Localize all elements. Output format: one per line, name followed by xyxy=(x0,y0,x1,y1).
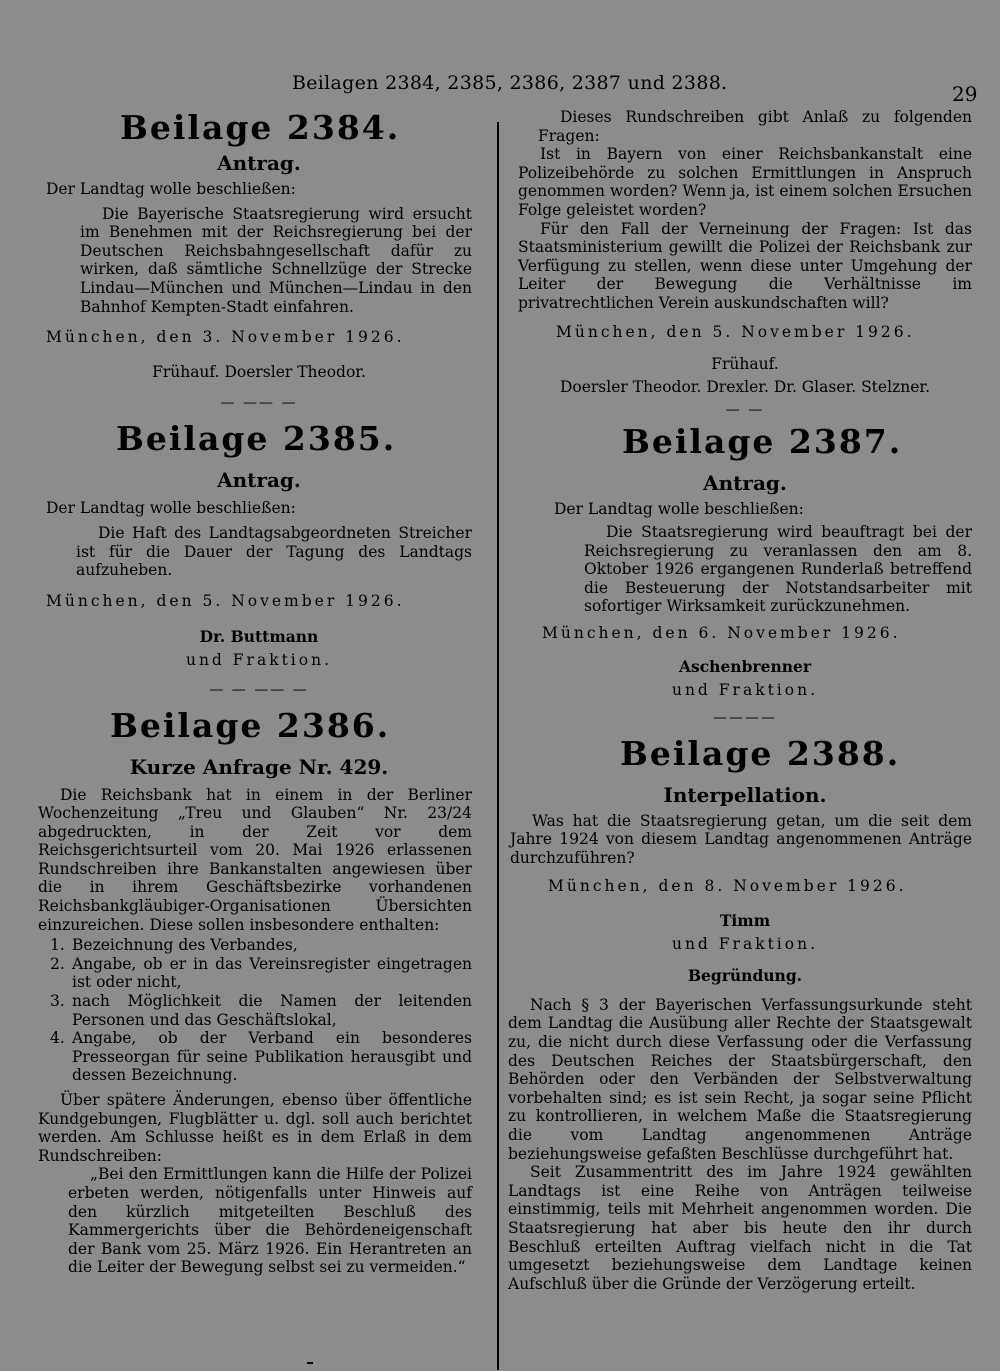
left-column xyxy=(38,108,472,1277)
list-item: 3. nach Möglichkeit die Namen der leitenden Personen und das Geschäftslokal, xyxy=(50,992,472,1029)
reason-title: Begründung. xyxy=(687,966,803,986)
section-subtitle: Interpellation. xyxy=(663,782,827,807)
separator: — —— — xyxy=(220,395,298,412)
date-line: München, den 5. November 1926. xyxy=(556,322,915,341)
section-subtitle: Antrag. xyxy=(217,151,301,175)
section-beilage-2384 xyxy=(46,108,472,411)
paragraph: Seit Zusammentritt des im Jahre 1924 gewählten Landtags ist eine Reihe von Anträgen teilweise einstimmig, teils mit Mehrheit angenommen worden. Die Staatsregierung hat aber bis heute den ihr durch Beschluß erteilten Auftrag vielfach nicht in die Tat umgesetzt beziehungsweise dem Landtage keinen Aufschluß über die Gründe der Verzögerung erteilt. xyxy=(508,1163,972,1293)
quote: „Bei den Ermittlungen kann die Hilfe der Polizei erbeten werden, nötigenfalls unter Hinweis auf den kürzlich mitgeteilten Beschluß des Kammergerichts über die Behördeneigenschaft der Bank vom 25. März 1926. Ein Herantreten an die Leiter der Bewegung selbst sei zu vermeiden.“ xyxy=(68,1165,472,1277)
page-header xyxy=(0,72,1000,106)
date-line: München, den 5. November 1926. xyxy=(46,591,405,610)
section-title: Beilage 2384. xyxy=(120,108,401,147)
signer: Aschenbrenner xyxy=(678,657,812,677)
page-foot-mark xyxy=(307,1362,313,1364)
section-beilage-2386-continued xyxy=(518,108,972,418)
fraction-line: und Fraktion. xyxy=(671,681,819,700)
separator: — — xyxy=(725,402,765,419)
motion-body: Die Staatsregierung wird beauftragt bei der Reichsregierung zu veranlassen den am 8. Oktober 1926 ergangenen Runderlaß betreffend die Besteuerung der Notstandsarbeiter mit sofortiger Wirksamkeit zurückzunehmen. xyxy=(584,522,972,616)
paragraph: Nach § 3 der Bayerischen Verfassungsurkunde steht dem Landtag die Ausübung aller Rechte der Staatsgewalt zu, die nicht durch diese Verfassung oder die Verfassung des Deutschen Reiches der Staatsbürgerschaft, den Behörden oder den Verbänden der Selbstverwaltung vorbehalten sind; es ist sein Recht, ja sogar seine Pflicht zu kontrollieren, in welchem Maße die Staatsregierung die vom Landtag angenommenen Anträge beziehungsweise gefaßten Beschlüsse durchgeführt hat. xyxy=(508,995,972,1163)
intro-text: Der Landtag wolle beschließen: xyxy=(46,499,296,518)
list-item: 1. Bezeichnung des Verbandes, xyxy=(50,936,298,955)
paragraph: Für den Fall der Verneinung der Fragen: Ist das Staatsministerium gewillt die Polizei der Reichsbank zur Verfügung zu stellen, wenn diese unter Umgehung der Leiter der Bewegung die Verhältnisse im privatrechtlichen Verein auskundschaften will? xyxy=(518,219,972,312)
date-line: München, den 6. November 1926. xyxy=(542,623,901,642)
section-subtitle: Kurze Anfrage Nr. 429. xyxy=(129,754,389,779)
motion-body: Die Bayerische Staatsregierung wird ersucht im Benehmen mit der Reichsregierung bei der Deutschen Reichsbahngesellschaft dafür zu wirken, daß sämtliche Schnellzüge der Strecke Lindau—München und München—Lindau in den Bahnhof Kempten-Stadt einfahren. xyxy=(80,204,472,316)
paragraph: Dieses Rundschreiben gibt Anlaß zu folgenden Fragen: xyxy=(538,108,972,145)
column-divider xyxy=(497,122,499,1370)
list-item: 4. Angabe, ob der Verband ein besonderes Presseorgan für seine Publikation herausgibt und dessen Bezeichnung. xyxy=(50,1029,472,1085)
intro-text: Der Landtag wolle beschließen: xyxy=(46,180,296,198)
motion-body: Die Haft des Landtagsabgeordneten Streicher ist für die Dauer der Tagung des Landtags aufzuheben. xyxy=(76,523,472,580)
paragraph: Ist in Bayern von einer Reichsbankanstalt eine Polizeibehörde zu solchen Ermittlungen in Anspruch genommen worden? Wenn ja, ist einem solchen Ersuchen Folge geleistet worden? xyxy=(518,145,972,219)
criteria-list xyxy=(46,936,472,1085)
intro-text: Der Landtag wolle beschließen: xyxy=(554,500,804,519)
date-line: München, den 3. November 1926. xyxy=(46,328,405,347)
signers: Doersler Theodor. Drexler. Dr. Glaser. Stelzner. xyxy=(559,377,931,396)
paragraph: Die Reichsbank hat in einem in der Berliner Wochenzeitung „Treu und Glauben“ Nr. 23/24 abgedruckten, in der Zeit vor dem Reichsgerichtsurteil vom 20. Mai 1926 erlassenen Rundschreiben ihre Bankanstalten angewiesen über die in ihrem Geschäftsbezirke vorhandenen Reichsbankgläubiger-Organisationen Übersichten einzureichen. Diese sollen insbesondere enthalten: xyxy=(38,785,472,934)
section-beilage-2386 xyxy=(38,705,472,1277)
date-line: München, den 8. November 1926. xyxy=(548,877,907,896)
section-subtitle: Antrag. xyxy=(217,468,301,493)
section-title: Beilage 2387. xyxy=(622,422,903,462)
interpellation-body: Was hat die Staatsregierung getan, um die seit dem Jahre 1924 von diesem Landtag angenommenen Anträge durchzuführen? xyxy=(510,811,972,867)
section-subtitle: Antrag. xyxy=(703,471,787,496)
section-beilage-2385 xyxy=(46,419,472,697)
section-title: Beilage 2386. xyxy=(110,705,391,745)
section-beilage-2388 xyxy=(508,733,972,1294)
separator: ———— xyxy=(713,709,777,726)
signer: Frühauf. xyxy=(711,355,779,374)
right-column xyxy=(508,108,972,1293)
signers: Frühauf. Doersler Theodor. xyxy=(152,362,366,381)
separator: — — —— — xyxy=(209,681,309,698)
fraction-line: und Fraktion. xyxy=(185,650,333,669)
section-beilage-2387 xyxy=(518,422,972,725)
fraction-line: und Fraktion. xyxy=(671,934,819,953)
signer: Timm xyxy=(719,911,771,931)
list-item: 2. Angabe, ob er in das Vereinsregister eingetragen ist oder nicht, xyxy=(50,954,472,992)
paragraph: Über spätere Änderungen, ebenso über öffentliche Kundgebungen, Flugblätter u. dgl. soll auch berichtet werden. Am Schlusse heißt es in dem Erlaß in dem Rundschreiben: xyxy=(38,1091,472,1165)
page-number: 29 xyxy=(952,82,978,106)
section-title: Beilage 2388. xyxy=(620,733,901,773)
signer: Dr. Buttmann xyxy=(199,627,319,647)
running-head: Beilagen 2384, 2385, 2386, 2387 und 2388. xyxy=(292,72,728,94)
section-title: Beilage 2385. xyxy=(116,419,397,459)
